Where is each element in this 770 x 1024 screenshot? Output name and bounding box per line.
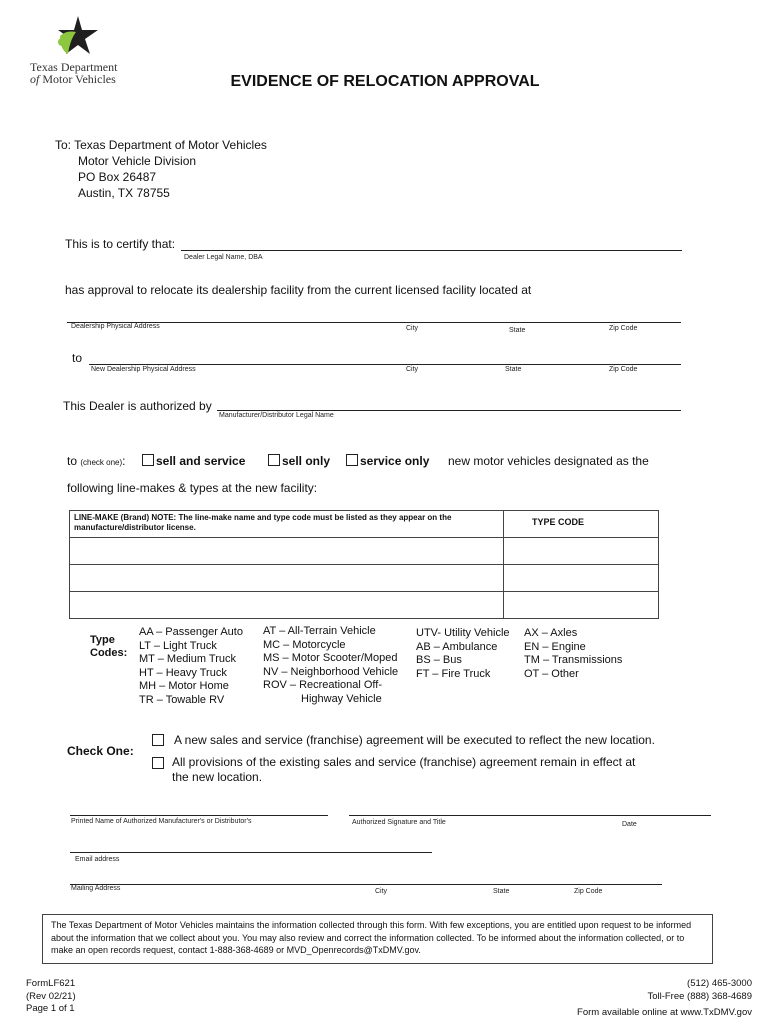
check-row-to (67, 454, 126, 468)
type-codes-col1 (139, 626, 243, 707)
new-address-field[interactable] (89, 364, 681, 365)
mailing-address-field[interactable] (70, 884, 662, 885)
line-make-header: LINE-MAKE (Brand) NOTE: The line-make name and type code must be listed as they appear on the manufacture/distributor license. (70, 511, 504, 538)
existing-agreement-text (172, 755, 635, 785)
manufacturer-caption: Manufacturer/Distributor Legal Name (219, 412, 334, 419)
new-address-to: to (72, 351, 83, 365)
footer-online: Form available online at www.TxDMV.gov (577, 1007, 752, 1018)
table-row (70, 592, 659, 619)
check-row-colon: : (122, 454, 126, 468)
type-code-cell[interactable] (504, 538, 659, 565)
existing-agreement-line2: the new location. (172, 770, 263, 784)
printed-name-caption: Printed Name of Authorized Manufacturer's or Distributor's (71, 818, 252, 825)
type-codes-col4 (524, 627, 622, 681)
manufacturer-name-field[interactable] (217, 410, 681, 411)
address-to: To: Texas Department of Motor Vehicles (55, 138, 267, 152)
table-header-row (70, 511, 659, 538)
mailing-caption: Mailing Address (71, 885, 121, 892)
certify-text: This is to certify that: (65, 237, 176, 251)
type-code-item: TM – Transmissions (524, 654, 623, 666)
following-text: following line-makes & types at the new facility: (67, 481, 318, 495)
line-make-cell[interactable] (70, 538, 504, 565)
check-row-to-text: to (67, 454, 78, 468)
date-caption: Date (622, 821, 637, 828)
mailing-city-caption: City (375, 888, 388, 895)
email-field[interactable] (70, 852, 432, 853)
current-city-caption: City (406, 325, 419, 332)
type-code-item: MS – Motor Scooter/Moped (263, 652, 398, 664)
new-agreement-text: A new sales and service (franchise) agreement will be executed to reflect the new location. (174, 733, 655, 747)
type-code-item: AA – Passenger Auto (139, 626, 243, 638)
service-only-label: service only (360, 454, 430, 468)
address-line-2: PO Box 26487 (78, 170, 157, 184)
service-only-checkbox[interactable] (346, 454, 358, 466)
type-code-item: TR – Towable RV (139, 693, 225, 706)
option-sell-only[interactable] (268, 454, 330, 468)
type-code-item: BS – Bus (416, 654, 462, 666)
type-code-item: Highway Vehicle (301, 692, 382, 705)
type-codes-label-2: Codes: (90, 647, 128, 659)
type-code-item: AT – All-Terrain Vehicle (263, 625, 376, 637)
type-code-item: OT – Other (524, 667, 579, 680)
mailing-zip-caption: Zip Code (574, 888, 603, 895)
check-row-tail: new motor vehicles designated as the (448, 454, 649, 468)
type-code-cell[interactable] (504, 565, 659, 592)
check-one-label: Check One: (67, 744, 134, 758)
type-code-item: AB – Ambulance (416, 640, 498, 653)
check-row-check-one: (check one) (80, 458, 123, 467)
printed-name-field[interactable] (70, 815, 328, 816)
type-code-item: ROV – Recreational Off- (263, 679, 383, 691)
logo-line1: Texas Department (30, 60, 118, 74)
sell-and-service-label: sell and service (156, 454, 246, 468)
option-sell-and-service[interactable] (142, 454, 245, 468)
type-code-item: HT – Heavy Truck (139, 666, 227, 679)
type-code-item: MH – Motor Home (139, 680, 229, 692)
address-block (55, 137, 267, 201)
current-address-caption: Dealership Physical Address (71, 323, 160, 330)
line-make-cell[interactable] (70, 592, 504, 619)
type-code-item: FT – Fire Truck (416, 667, 491, 680)
authorized-text: This Dealer is authorized by (63, 399, 212, 413)
table-row (70, 565, 659, 592)
address-line-1: Motor Vehicle Division (78, 154, 197, 168)
page-number: Page 1 of 1 (26, 1003, 75, 1014)
footer-right (577, 978, 752, 1020)
type-code-header: TYPE CODE (504, 511, 659, 538)
form-revision: (Rev 02/21) (26, 990, 76, 1002)
new-address-caption: New Dealership Physical Address (91, 366, 196, 373)
privacy-notice: The Texas Department of Motor Vehicles maintains the information collected through this form. With few exceptions, you are entitled upon request to be informed about the information that we collect about you. You may also review and correct the information collected. To be informed about the information collected, or to make an open records request, contact 1-888-368-4689 or MVD_Openrecords@TxDMV.gov. (42, 914, 713, 964)
type-code-item: EN – Engine (524, 640, 586, 653)
type-code-item: MC – Motorcycle (263, 638, 346, 651)
current-zip-caption: Zip Code (609, 325, 638, 332)
existing-agreement-checkbox[interactable] (152, 757, 164, 769)
line-make-cell[interactable] (70, 565, 504, 592)
table-row (70, 538, 659, 565)
type-code-item: LT – Light Truck (139, 639, 217, 652)
type-codes-col3 (416, 627, 510, 681)
type-code-item: MT – Medium Truck (139, 653, 236, 665)
type-code-item: UTV- Utility Vehicle (416, 627, 510, 639)
type-codes-label-1: Type (90, 634, 115, 646)
email-caption: Email address (75, 856, 120, 863)
address-line-3: Austin, TX 78755 (78, 186, 170, 200)
page-title: EVIDENCE OF RELOCATION APPROVAL (230, 73, 540, 90)
footer-tollfree: Toll-Free (888) 368-4689 (647, 990, 752, 1002)
mailing-state-caption: State (493, 888, 510, 895)
type-codes-col2 (263, 625, 398, 706)
current-state-caption: State (509, 327, 526, 334)
new-city-caption: City (406, 366, 419, 373)
star-logo-icon (54, 14, 100, 62)
type-code-cell[interactable] (504, 592, 659, 619)
line-make-table (69, 510, 659, 619)
type-code-item: NV – Neighborhood Vehicle (263, 665, 399, 678)
logo-line2-italic: of (30, 72, 40, 86)
type-codes-label (90, 634, 127, 660)
signature-field[interactable] (349, 815, 711, 816)
option-service-only[interactable] (346, 454, 429, 468)
footer-left (26, 978, 76, 1016)
sell-and-service-checkbox[interactable] (142, 454, 154, 466)
logo-line2: Motor Vehicles (42, 72, 116, 86)
existing-agreement-line1: All provisions of the existing sales and service (franchise) agreement remain in effect at (172, 755, 636, 769)
dealer-name-field[interactable] (181, 250, 682, 251)
approval-text: has approval to relocate its dealership facility from the current licensed facility located at (65, 283, 532, 297)
new-state-caption: State (505, 366, 522, 373)
footer-phone: (512) 465-3000 (687, 978, 752, 989)
dealer-name-caption: Dealer Legal Name, DBA (184, 254, 263, 261)
sell-only-checkbox[interactable] (268, 454, 280, 466)
type-code-item: AX – Axles (524, 627, 578, 639)
new-zip-caption: Zip Code (609, 366, 638, 373)
signature-caption: Authorized Signature and Title (352, 819, 446, 826)
new-agreement-checkbox[interactable] (152, 734, 164, 746)
sell-only-label: sell only (282, 454, 331, 468)
form-number: FormLF621 (26, 978, 76, 989)
